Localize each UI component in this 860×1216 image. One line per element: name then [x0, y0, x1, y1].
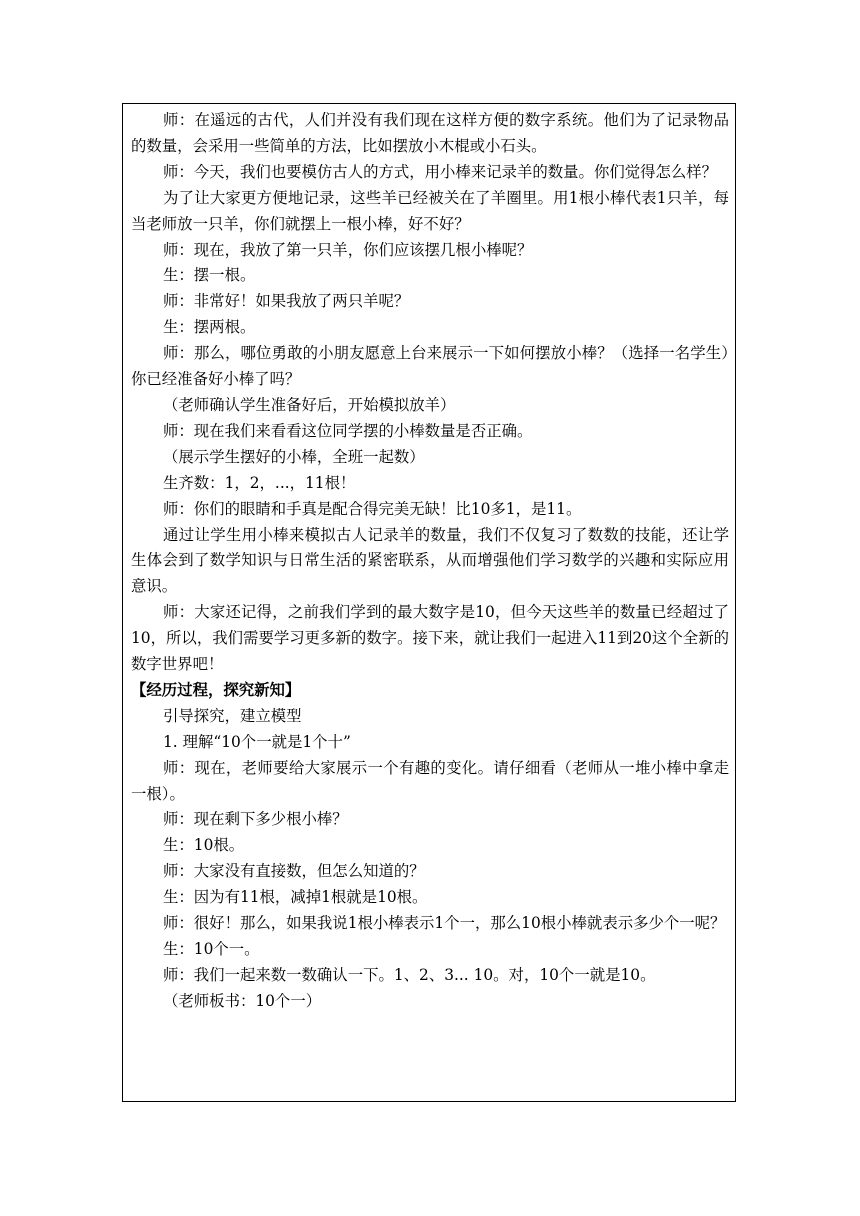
paragraph: 师：现在，老师要给大家展示一个有趣的变化。请仔细看（老师从一堆小棒中拿走一根）。: [131, 758, 729, 803]
paragraph: 师：现在我们来看看这位同学摆的小棒数量是否正确。: [163, 421, 533, 440]
paragraph: （老师确认学生准备好后，开始模拟放羊）: [163, 395, 456, 414]
paragraph: 师：那么，哪位勇敢的小朋友愿意上台来展示一下如何摆放小棒？（选择一名学生）你已经准备好小棒了吗？: [131, 344, 729, 389]
paragraph: 师：非常好！如果我放了两只羊呢？: [163, 292, 410, 311]
paragraph: 生：摆一根。: [163, 266, 256, 285]
paragraph: 通过让学生用小棒来模拟古人记录羊的数量，我们不仅复习了数数的技能，还让学生体会到了数学知识与日常生活的紧密联系，从而增强他们学习数学的兴趣和实际应用意识。: [131, 525, 729, 596]
paragraph: （老师板书：10个一）: [163, 991, 322, 1010]
paragraph: 师：你们的眼睛和手真是配合得完美无缺！比10多1，是11。: [163, 499, 582, 518]
paragraph: 师：大家还记得，之前我们学到的最大数字是10，但今天这些羊的数量已经超过了10，所以，我们需要学习更多新的数字。接下来，就让我们一起进入11到20这个全新的数字世界吧！: [131, 603, 729, 674]
paragraph: 生：10根。: [163, 836, 245, 855]
paragraph: （展示学生摆好的小棒，全班一起数）: [163, 447, 425, 466]
lesson-text-body: [131, 108, 729, 1015]
paragraph: 师：在遥远的古代，人们并没有我们现在这样方便的数字系统。他们为了记录物品的数量，会采用一些简单的方法，比如摆放小木棍或小石头。: [131, 111, 729, 155]
paragraph: 师：现在剩下多少根小棒？: [163, 810, 348, 829]
paragraph: 师：现在，我放了第一只羊，你们应该摆几根小棒呢？: [163, 240, 533, 259]
paragraph: 生齐数：1，2，...，11根！: [163, 473, 356, 492]
paragraph: 师：很好！那么，如果我说1根小棒表示1个一，那么10根小棒就表示多少个一呢？: [163, 914, 726, 933]
paragraph: 生：因为有11根，减掉1根就是10根。: [163, 888, 428, 907]
paragraph: 师：我们一起来数一数确认一下。1、2、3... 10。对，10个一就是10。: [163, 965, 656, 984]
paragraph: 师：大家没有直接数，但怎么知道的？: [163, 862, 425, 881]
section-heading: 【经历过程，探究新知】: [131, 680, 301, 699]
lesson-plan-table-cell: [122, 103, 736, 1102]
paragraph: 生：10个一。: [163, 940, 260, 958]
paragraph: 1. 理解“10个一就是1个十”: [163, 732, 351, 751]
paragraph: 为了让大家更方便地记录，这些羊已经被关在了羊圈里。用1根小棒代表1只羊，每当老师放一只羊，你们就摆上一根小棒，好不好？: [131, 188, 729, 233]
paragraph: 师：今天，我们也要模仿古人的方式，用小棒来记录羊的数量。你们觉得怎么样？: [163, 162, 718, 181]
paragraph: 生：摆两根。: [163, 318, 256, 337]
paragraph: 引导探究，建立模型: [163, 706, 302, 725]
